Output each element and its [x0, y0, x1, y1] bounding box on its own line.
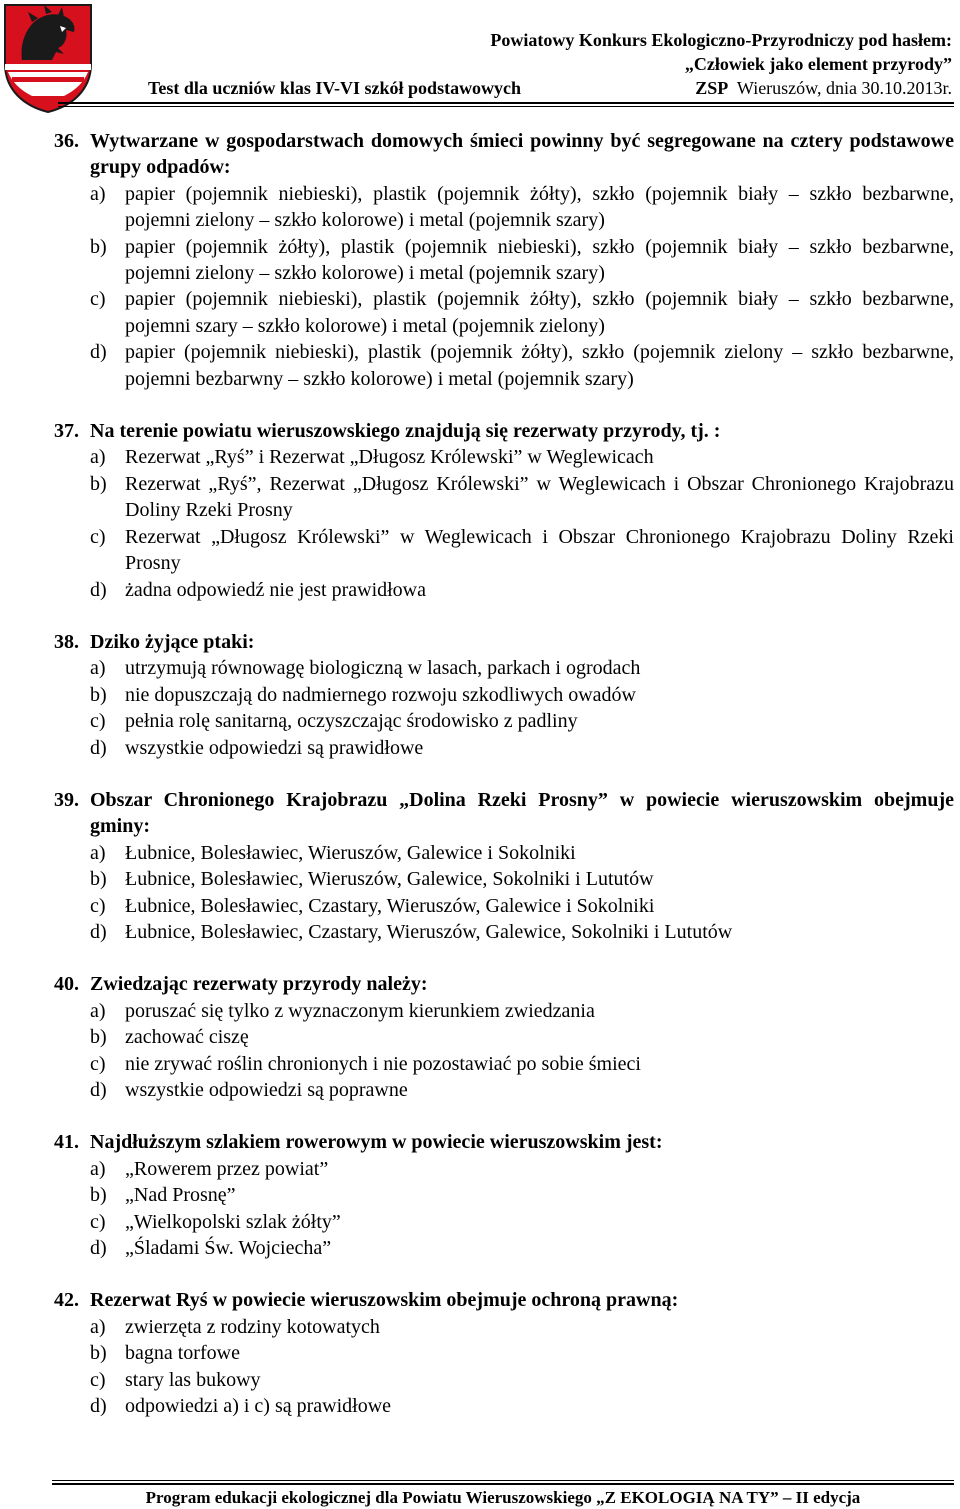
answer-option: [54, 1367, 954, 1393]
answer-option: [54, 524, 954, 577]
answer-option: [54, 181, 954, 234]
option-letter: d): [90, 1237, 107, 1260]
answer-option: [54, 919, 954, 945]
option-letter: a): [90, 999, 106, 1022]
header-org: ZSP: [695, 78, 729, 98]
option-text: żadna odpowiedź nie jest prawidłowa: [125, 578, 427, 601]
answer-option: [54, 682, 954, 708]
option-letter: a): [90, 1315, 106, 1338]
answer-option: [54, 1235, 954, 1261]
option-text: Rezerwat „Ryś”, Rezerwat „Długosz Królewski” w Weglewicach i Obszar Chronionego Krajobrazu Doliny Rzeki Prosny: [125, 472, 954, 522]
coat-of-arms-logo: [2, 2, 94, 114]
answer-option: [54, 471, 954, 524]
option-indent: [54, 444, 90, 470]
question-text: Obszar Chronionego Krajobrazu „Dolina Rzeki Prosny” w powiecie wieruszowskim obejmuje gminy:: [90, 788, 954, 838]
option-indent: [54, 1314, 90, 1340]
option-text: wszystkie odpowiedzi są poprawne: [125, 1079, 408, 1101]
header-contest-motto: „Człowiek jako element przyrody”: [684, 54, 952, 74]
option-letter: c): [90, 1368, 106, 1391]
option-indent: [54, 1024, 90, 1050]
option-letter: c): [90, 525, 106, 548]
header-divider-thin: [58, 106, 954, 107]
option-text: „Nad Prosnę”: [125, 1184, 236, 1207]
question-text: Dziko żyjące ptaki:: [90, 630, 255, 653]
option-indent: [54, 1182, 90, 1208]
option-letter: b): [90, 472, 107, 495]
option-indent: [54, 524, 90, 577]
answer-option: [54, 1024, 954, 1050]
option-text: zwierzęta z rodziny kotowatych: [125, 1315, 380, 1338]
answer-option: [54, 1077, 954, 1103]
answer-option: [54, 1314, 954, 1340]
option-letter: c): [90, 288, 106, 311]
option-text: „Rowerem przez powiat”: [125, 1157, 329, 1180]
answer-option: [54, 577, 954, 603]
option-indent: [54, 735, 90, 761]
option-indent: [54, 577, 90, 603]
question-heading: [54, 629, 954, 655]
option-indent: [54, 893, 90, 919]
question-number: 37.: [54, 420, 79, 443]
answer-option: [54, 866, 954, 892]
option-letter: d): [90, 1395, 107, 1418]
option-text: Rezerwat „Ryś” i Rezerwat „Długosz Królewski” w Weglewicach: [125, 446, 654, 469]
answer-option: [54, 1182, 954, 1208]
question-text: Na terenie powiatu wieruszowskiego znajdują się rezerwaty przyrody, tj. :: [90, 420, 721, 443]
option-text: zachować ciszę: [125, 1026, 249, 1049]
option-text: „Śladami Św. Wojciecha”: [125, 1237, 332, 1260]
question-heading: [54, 1287, 954, 1313]
option-indent: [54, 181, 90, 234]
answer-option: [54, 893, 954, 919]
option-letter: d): [90, 1079, 107, 1101]
question-heading: [54, 971, 954, 997]
option-text: poruszać się tylko z wyznaczonym kierunkiem zwiedzania: [125, 999, 595, 1022]
option-text: bagna torfowe: [125, 1342, 240, 1365]
option-letter: b): [90, 683, 107, 706]
question-text: Najdłuższym szlakiem rowerowym w powiecie wieruszowskim jest:: [90, 1131, 663, 1154]
footer-divider-thin: [52, 1480, 954, 1481]
option-indent: [54, 682, 90, 708]
option-text: „Wielkopolski szlak żółty”: [125, 1210, 341, 1233]
answer-option: [54, 339, 954, 392]
question-text: Zwiedzając rezerwaty przyrody należy:: [90, 973, 428, 996]
option-text: papier (pojemnik niebieski), plastik (pojemnik żółty), szkło (pojemnik biały – szkło bezbarwne, pojemni szary – szkło kolorowe) i metal (pojemnik zielony): [125, 288, 954, 337]
option-text: Łubnice, Bolesławiec, Czastary, Wieruszów, Galewice i Sokolniki: [125, 894, 655, 917]
option-indent: [54, 1077, 90, 1103]
option-indent: [54, 998, 90, 1024]
option-indent: [54, 471, 90, 524]
option-text: Łubnice, Bolesławiec, Wieruszów, Galewice i Sokolniki: [125, 841, 576, 864]
question-number: 36.: [54, 130, 79, 152]
option-text: Rezerwat „Długosz Królewski” w Weglewicach i Obszar Chronionego Krajobrazu Doliny Rzeki Prosny: [125, 525, 954, 575]
option-indent: [54, 655, 90, 681]
option-indent: [54, 866, 90, 892]
answer-option: [54, 1156, 954, 1182]
option-letter: c): [90, 1052, 106, 1075]
answer-option: [54, 1051, 954, 1077]
option-indent: [54, 339, 90, 392]
question-41: [54, 1129, 954, 1261]
option-text: Łubnice, Bolesławiec, Wieruszów, Galewice, Sokolniki i Lututów: [125, 868, 654, 891]
option-letter: d): [90, 578, 107, 601]
question-heading: [54, 787, 954, 840]
answer-option: [54, 840, 954, 866]
question-39: [54, 787, 954, 945]
question-number: 41.: [54, 1131, 79, 1154]
option-indent: [54, 1156, 90, 1182]
footer-divider-thick: [52, 1483, 954, 1485]
answer-option: [54, 444, 954, 470]
option-text: papier (pojemnik żółty), plastik (pojemnik niebieski), szkło (pojemnik biały – szkło bezbarwne, pojemni zielony – szkło kolorowe) i metal (pojemnik szary): [125, 235, 954, 285]
answer-option: [54, 1393, 954, 1419]
option-letter: b): [90, 1026, 107, 1049]
answer-option: [54, 1209, 954, 1235]
header-date: Wieruszów, dnia 30.10.2013r.: [736, 78, 952, 98]
option-letter: b): [90, 235, 107, 258]
option-text: nie dopuszczają do nadmiernego rozwoju szkodliwych owadów: [125, 683, 636, 706]
option-indent: [54, 708, 90, 734]
option-text: papier (pojemnik niebieski), plastik (pojemnik żółty), szkło (pojemnik zielony – szkło bezbarwne, pojemni bezbarwny – szkło kolorowe) i metal (pojemnik szary): [125, 341, 954, 390]
option-indent: [54, 919, 90, 945]
answer-option: [54, 998, 954, 1024]
option-letter: a): [90, 446, 106, 469]
question-heading: [54, 418, 954, 444]
option-indent: [54, 1209, 90, 1235]
option-letter: d): [90, 920, 107, 943]
option-text: odpowiedzi a) i c) są prawidłowe: [125, 1395, 392, 1418]
option-indent: [54, 1051, 90, 1077]
option-indent: [54, 1393, 90, 1419]
answer-option: [54, 655, 954, 681]
option-text: papier (pojemnik niebieski), plastik (pojemnik żółty), szkło (pojemnik biały – szkło bezbarwne, pojemni zielony – szkło kolorowe) i metal (pojemnik szary): [125, 182, 954, 232]
option-indent: [54, 1340, 90, 1366]
option-text: pełnia rolę sanitarną, oczyszczając środowisko z padliny: [125, 710, 578, 733]
question-number: 40.: [54, 973, 79, 996]
option-text: stary las bukowy: [125, 1368, 261, 1391]
question-number: 42.: [54, 1289, 79, 1312]
option-letter: b): [90, 1342, 107, 1365]
option-text: Łubnice, Bolesławiec, Czastary, Wieruszów, Galewice, Sokolniki i Lututów: [125, 920, 733, 943]
answer-option: [54, 286, 954, 339]
footer-program-text: Program edukacji ekologicznej dla Powiatu Wieruszowskiego „Z EKOLOGIĄ NA TY” – II edycja: [145, 1488, 861, 1507]
option-letter: c): [90, 894, 106, 917]
option-letter: a): [90, 841, 106, 864]
header-divider-thick: [58, 102, 954, 104]
option-indent: [54, 234, 90, 287]
question-list: [54, 128, 954, 1445]
option-text: nie zrywać roślin chronionych i nie pozostawiać po sobie śmieci: [125, 1052, 641, 1075]
question-number: 39.: [54, 788, 79, 811]
option-indent: [54, 840, 90, 866]
option-indent: [54, 1235, 90, 1261]
option-letter: c): [90, 1210, 106, 1233]
question-text: Rezerwat Ryś w powiecie wieruszowskim obejmuje ochroną prawną:: [90, 1289, 679, 1312]
question-36: [54, 128, 954, 392]
option-letter: d): [90, 341, 107, 364]
question-38: [54, 629, 954, 761]
question-heading: [54, 128, 954, 181]
option-letter: a): [90, 657, 106, 680]
option-letter: c): [90, 710, 106, 733]
header-test-audience: Test dla uczniów klas IV-VI szkół podstawowych: [148, 78, 522, 98]
question-40: [54, 971, 954, 1103]
answer-option: [54, 1340, 954, 1366]
option-letter: a): [90, 1157, 106, 1180]
option-letter: d): [90, 736, 107, 759]
question-42: [54, 1287, 954, 1419]
question-text: Wytwarzane w gospodarstwach domowych śmieci powinny być segregowane na cztery podstawowe grupy odpadów:: [90, 130, 954, 179]
option-text: utrzymują równowagę biologiczną w lasach, parkach i ogrodach: [125, 657, 641, 680]
answer-option: [54, 735, 954, 761]
question-37: [54, 418, 954, 603]
option-letter: a): [90, 182, 106, 205]
question-heading: [54, 1129, 954, 1155]
option-text: wszystkie odpowiedzi są prawidłowe: [125, 736, 424, 759]
option-letter: b): [90, 868, 107, 891]
option-letter: b): [90, 1184, 107, 1207]
answer-option: [54, 234, 954, 287]
option-indent: [54, 1367, 90, 1393]
question-number: 38.: [54, 630, 79, 653]
option-indent: [54, 286, 90, 339]
header-contest-title: Powiatowy Konkurs Ekologiczno-Przyrodniczy pod hasłem:: [490, 30, 952, 50]
header-place-date: [695, 77, 952, 99]
answer-option: [54, 708, 954, 734]
